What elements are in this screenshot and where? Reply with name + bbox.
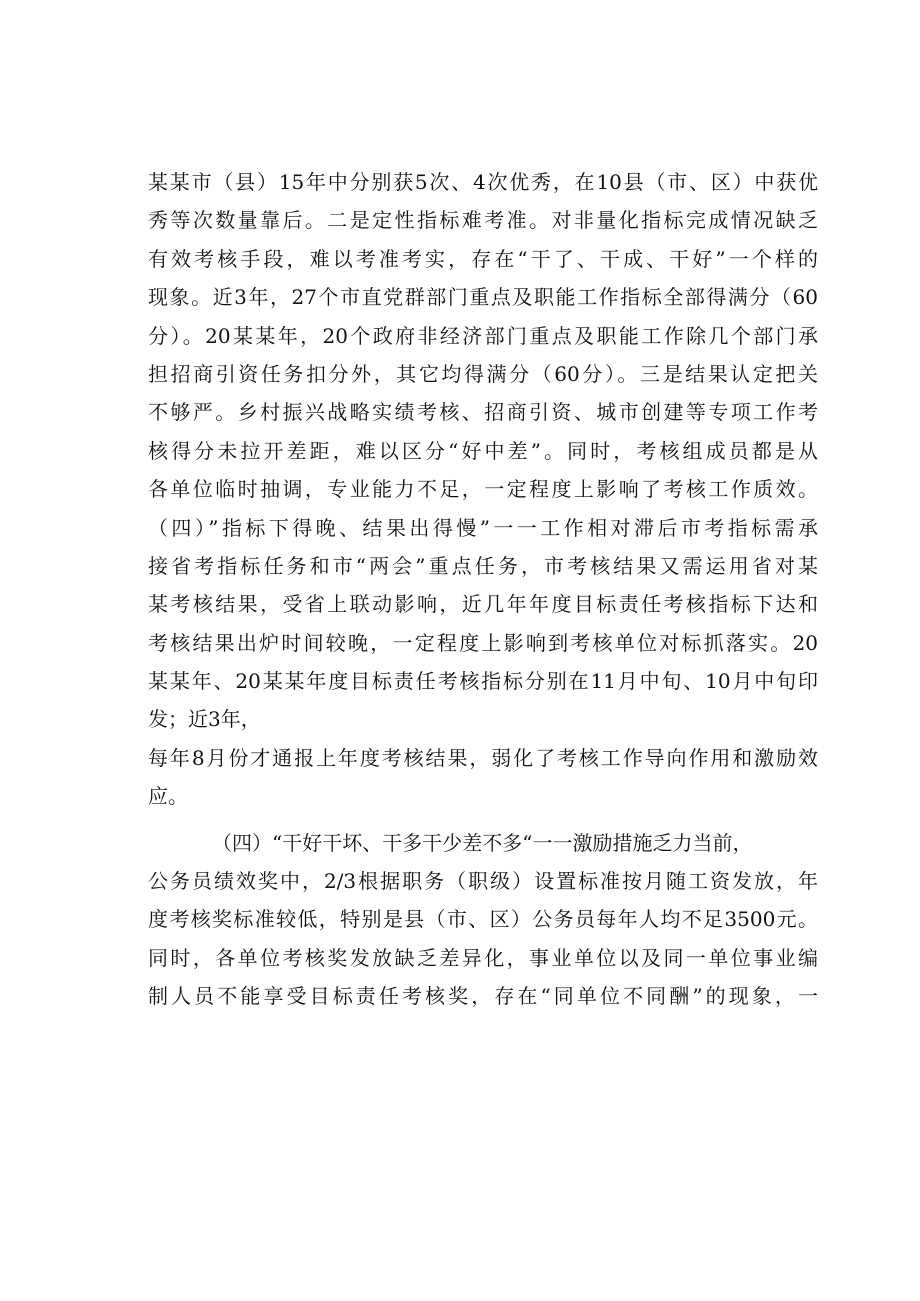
document-body (148, 163, 818, 1016)
text-line: 应。 (148, 784, 188, 809)
text-line: 每年8月份才通报上年度考核结果，弱化了考核工作导向作用和激励效 (148, 745, 818, 770)
text-line: 各单位临时抽调，专业能力不足，一定程度上影响了考核工作质效。 (148, 477, 818, 502)
text-line: 发；近3年， (148, 707, 261, 732)
text-line: 秀等次数量靠后。二是定性指标难考准。对非量化指标完成情况缺乏 (148, 208, 818, 233)
text-line: 公务员绩效奖中，2/3根据职务（职级）设置标准按月随工资发放，年 (148, 869, 818, 894)
section-heading-line: （四）”指标下得晚、结果出得慢”一一工作相对滞后市考指标需承 (148, 515, 818, 540)
text-line: 分）。20某某年，20个政府非经济部门重点及职能工作除几个部门承 (148, 323, 818, 348)
section-heading-line: （四）“干好干坏、干多干少差不多“一一激励措施乏力当前， (212, 830, 753, 855)
text-line: 核得分未拉开差距，难以区分“好中差”。同时，考核组成员都是从 (148, 438, 818, 463)
paragraph-gap (148, 816, 818, 824)
text-line: 有效考核手段，难以考准考实，存在“干了、干成、干好”一个样的 (148, 246, 818, 271)
text-line: 现象。近3年，27个市直党群部门重点及职能工作指标全部得满分（60 (148, 285, 818, 310)
text-line: 不够严。乡村振兴战略实绩考核、招商引资、城市创建等专项工作考 (148, 400, 818, 425)
text-line: 同时，各单位考核奖发放缺乏差异化，事业单位以及同一单位事业编 (148, 945, 818, 970)
text-line: 度考核奖标准较低，特别是县（市、区）公务员每年人均不足3500元。 (148, 907, 818, 932)
text-line: 某某市（县）15年中分别获5次、4次优秀，在10县（市、区）中获优 (148, 170, 818, 194)
text-line: 考核结果出炉时间较晚，一定程度上影响到考核单位对标抓落实。20 (148, 630, 818, 655)
text-line: 某考核结果，受省上联动影响，近几年年度目标责任考核指标下达和 (148, 592, 818, 617)
text-line: 担招商引资任务扣分外，其它均得满分（60分）。三是结果认定把关 (148, 361, 818, 386)
text-line: 接省考指标任务和市“两会”重点任务，市考核结果又需运用省对某 (148, 553, 818, 578)
text-line: 某某年、20某某年度目标责任考核指标分别在11月中旬、10月中旬印 (148, 669, 818, 694)
text-line: 制人员不能享受目标责任考核奖，存在“同单位不同酬”的现象，一 (148, 984, 818, 1009)
